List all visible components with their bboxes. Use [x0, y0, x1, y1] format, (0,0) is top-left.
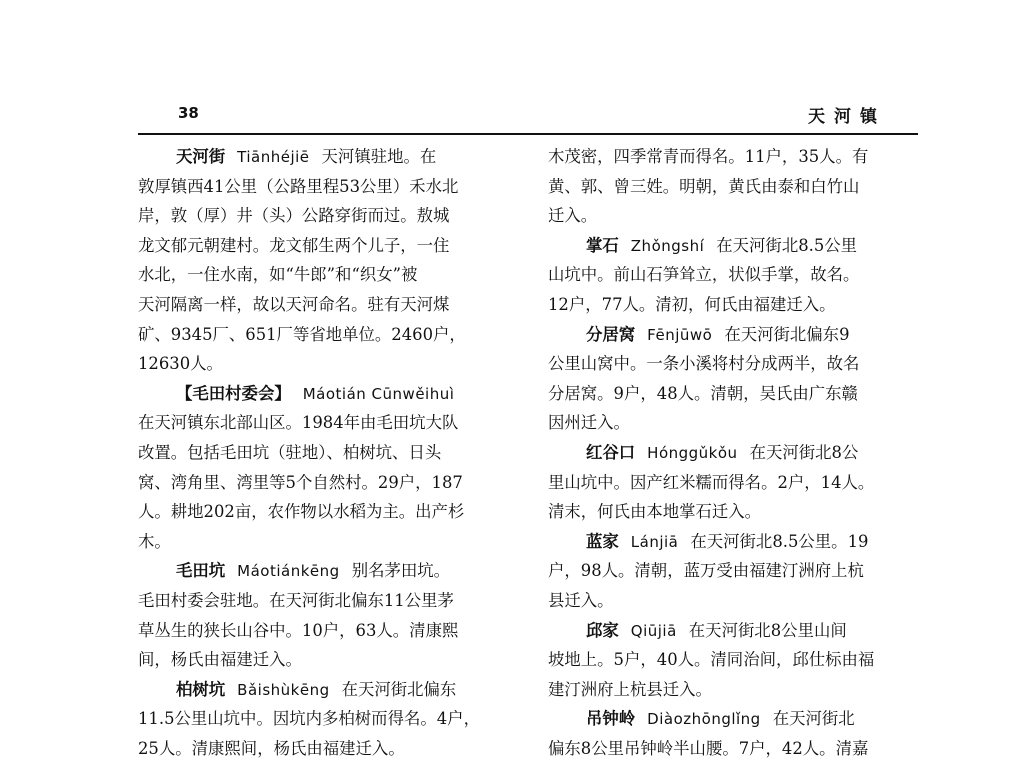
line-text: 黄、郭、曾三姓。明朝，黄氏由泰和白竹山 [548, 176, 860, 196]
line-text: 在天河街北8公里山间 [688, 620, 847, 640]
line-text: 天河隔离一样，故以天河命名。驻有天河煤 [138, 294, 450, 314]
line-text: 山坑中。前山石笋耸立，状似手掌，故名。 [548, 265, 860, 285]
line-text: 坡地上。5户，40人。清同治间，邱仕标由福 [548, 650, 875, 670]
text-line [548, 527, 920, 557]
entry-name: 掌石 [586, 235, 619, 255]
text-line [138, 527, 512, 557]
entry-name: 蓝家 [586, 531, 619, 551]
text-line [138, 231, 512, 261]
text-line [548, 231, 920, 261]
line-text: 草丛生的狭长山谷中。10户，63人。清康熙 [138, 620, 459, 640]
line-text: 敦厚镇西41公里（公路里程53公里）禾水北 [138, 176, 459, 196]
text-line [548, 675, 920, 705]
entry-pinyin: Tiānhéjiē [237, 148, 310, 166]
line-text: 因州迁入。 [548, 413, 630, 433]
text-line [548, 645, 920, 675]
line-text: 里山坑中。因产红米糯而得名。2户，14人。 [548, 472, 875, 492]
text-line [138, 408, 512, 438]
entry-name: 毛田坑 [176, 561, 226, 581]
text-line [138, 438, 512, 468]
entry-name: 吊钟岭 [586, 709, 636, 729]
text-line [548, 201, 920, 231]
entry-pinyin: Máotián Cūnwěihuì [302, 384, 455, 403]
text-line [548, 260, 920, 290]
line-text: 别名茅田坑。 [351, 561, 451, 581]
line-text: 毛田村委会驻地。在天河街北偏东11公里茅 [138, 590, 454, 610]
text-line [548, 142, 920, 172]
text-line [138, 468, 512, 498]
line-text: 岸，敦（厚）井（头）公路穿街而过。敖城 [138, 206, 450, 226]
line-text: 在天河街北偏东 [341, 679, 457, 699]
left-column [138, 142, 512, 763]
text-line [138, 556, 512, 586]
text-line [138, 616, 512, 646]
text-line [548, 172, 920, 202]
text-line [138, 320, 512, 350]
entry-name: 邱家 [586, 620, 619, 640]
entry-name: 【毛田村委会】 [176, 383, 291, 403]
line-text: 在天河街北偏东9 [724, 324, 850, 344]
line-text: 龙文郁元朝建村。龙文郁生两个儿子，一住 [138, 235, 450, 255]
text-line [138, 260, 512, 290]
line-text: 木。 [138, 531, 171, 551]
text-line [548, 704, 920, 734]
line-text: 分居窝。9户，48人。清朝，吴氏由广东赣 [548, 383, 858, 403]
text-line [548, 290, 920, 320]
text-line [548, 734, 920, 764]
line-text: 公里山窝中。一条小溪将村分成两半，故名 [548, 354, 860, 374]
text-line [548, 320, 920, 350]
text-line [548, 497, 920, 527]
line-text: 县迁入。 [548, 590, 614, 610]
line-text: 12户，77人。清初，何氏由福建迁入。 [548, 294, 836, 314]
line-text: 在天河镇东北部山区。1984年由毛田坑大队 [138, 413, 459, 433]
line-text: 迁入。 [548, 206, 598, 226]
entry-pinyin: Máotiánkēng [237, 562, 340, 581]
text-line [138, 704, 512, 734]
entry-pinyin: Qiūjiā [630, 621, 677, 640]
line-text: 间，杨氏由福建迁入。 [138, 650, 302, 670]
running-head: 天河镇 [808, 107, 886, 127]
line-text: 25人。清康熙间，杨氏由福建迁入。 [138, 738, 405, 758]
text-line [548, 616, 920, 646]
line-text: 在天河街北8.5公里 [716, 235, 858, 255]
entry-pinyin: Bǎishùkēng [237, 680, 330, 699]
text-line [138, 349, 512, 379]
text-line [548, 586, 920, 616]
line-text: 11.5公里山坑中。因坑内多柏树而得名。4户， [138, 709, 480, 729]
text-line [548, 408, 920, 438]
text-line [138, 497, 512, 527]
line-text: 12630人。 [138, 354, 223, 374]
entry-name: 分居窝 [586, 324, 636, 344]
text-line [138, 201, 512, 231]
entry-name: 天河街 [176, 147, 226, 166]
line-text: 天河镇驻地。在 [321, 147, 437, 166]
page-header [138, 100, 920, 130]
text-line [138, 675, 512, 705]
entry-pinyin: Zhǒngshí [630, 236, 705, 255]
right-column [548, 142, 920, 763]
text-line [138, 290, 512, 320]
text-line [548, 556, 920, 586]
line-text: 在天河街北8公 [749, 442, 859, 462]
line-text: 窝、湾角里、湾里等5个自然村。29户，187 [138, 472, 463, 492]
line-text: 偏东8公里吊钟岭半山腰。7户，42人。清嘉 [548, 738, 869, 758]
line-text: 水北，一住水南，如“牛郎”和“织女”被 [138, 265, 418, 285]
text-line [138, 142, 512, 172]
text-line [548, 468, 920, 498]
entry-name: 红谷口 [586, 442, 636, 462]
text-line [138, 379, 512, 409]
line-text: 木茂密，四季常青而得名。11户，35人。有 [548, 147, 869, 166]
header-rule [138, 133, 918, 135]
line-text: 在天河街北 [772, 709, 855, 729]
line-text: 人。耕地202亩，农作物以水稻为主。出产杉 [138, 502, 465, 522]
text-line [138, 172, 512, 202]
page-number: 38 [178, 104, 199, 122]
text-line [138, 586, 512, 616]
entry-pinyin: Hónggǔkǒu [647, 443, 738, 462]
text-line [138, 734, 512, 764]
line-text: 建汀洲府上杭县迁入。 [548, 679, 712, 699]
line-text: 在天河街北8.5公里。19 [690, 531, 869, 551]
text-line [548, 379, 920, 409]
text-line [138, 645, 512, 675]
text-line [548, 349, 920, 379]
entry-pinyin: Diàozhōnglǐng [647, 710, 761, 729]
line-text: 清末，何氏由本地掌石迁入。 [548, 502, 762, 522]
entry-name: 柏树坑 [176, 679, 226, 699]
line-text: 改置。包括毛田坑（驻地）、柏树坑、日头 [138, 442, 442, 462]
line-text: 户，98人。清朝，蓝万受由福建汀洲府上杭 [548, 561, 864, 581]
entry-pinyin: Fēnjūwō [647, 325, 713, 344]
entry-pinyin: Lánjiā [630, 532, 679, 551]
line-text: 矿、9345厂、651厂等省地单位。2460户， [138, 324, 466, 344]
text-line [548, 438, 920, 468]
